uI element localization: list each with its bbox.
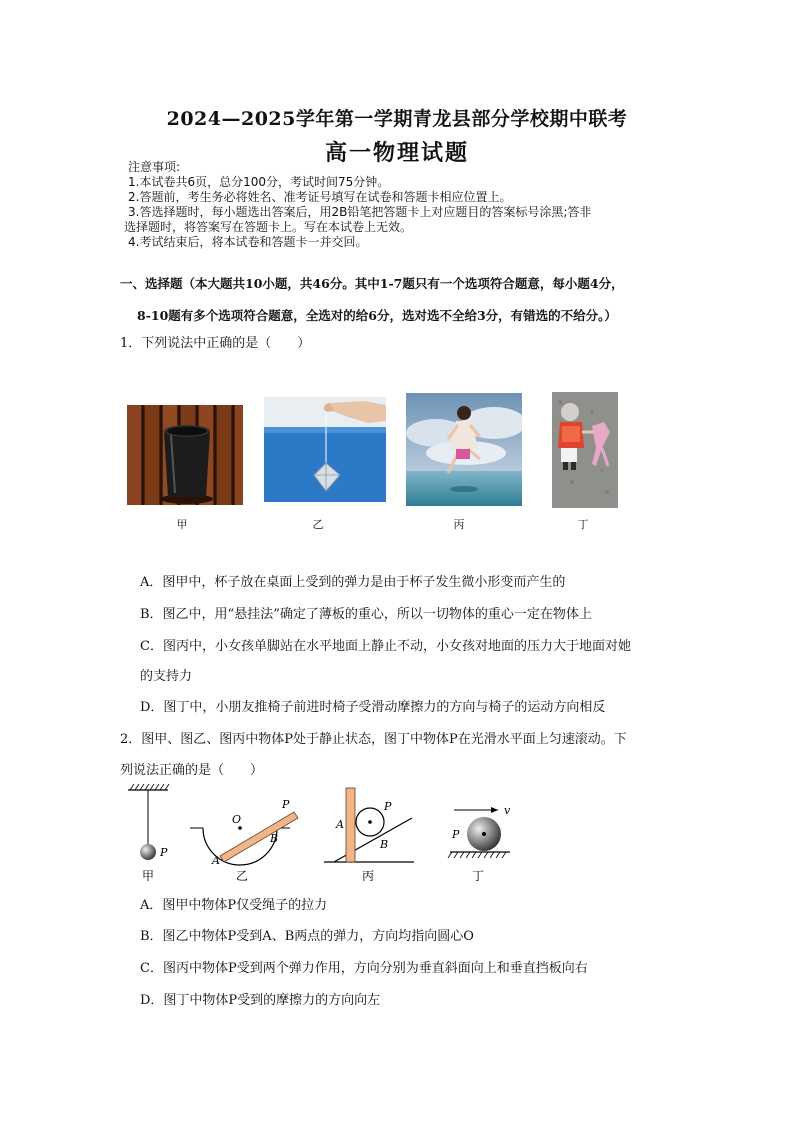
q2-option-d: D．图丁中物体P受到的摩擦力的方向向左 [140, 993, 381, 1008]
photo-cup-on-table [127, 405, 243, 505]
subject-title: 高一物理试题 [324, 140, 469, 166]
notes-item-2: 2.答题前，考生务必将姓名、准考证号填写在试卷和答题卡相应位置上。 [128, 190, 512, 204]
label-b-yi: B [270, 832, 279, 845]
notes-item-3: 3.答选择题时，每小题选出答案后，用2B铅笔把答题卡上对应题目的答案标号涂黑;答非 [128, 205, 592, 219]
caption-jia: 甲 [176, 518, 188, 531]
section-heading-line1: 一、选择题（本大题共10小题，共46分。其中1-7题只有一个选项符合题意，每小题4分， [120, 276, 624, 291]
fig-caption-ding: 丁 [472, 869, 485, 883]
q1-option-d: D．图丁中，小朋友推椅子前进时椅子受滑动摩擦力的方向与椅子的运动方向相反 [140, 700, 606, 715]
q2-stem-line2: 列说法正确的是（ ） [120, 763, 264, 778]
fig-caption-jia: 甲 [142, 869, 155, 883]
label-p-jia: P [160, 846, 168, 859]
exam-title: 2024—2025学年第一学期青龙县部分学校期中联考 [166, 108, 628, 130]
figure-bing-incline [324, 788, 414, 862]
figure-jia-hanging-ball [128, 784, 169, 860]
notes-block [124, 160, 684, 250]
figure-yi-bowl-rod [190, 798, 298, 867]
label-p-ding: P [452, 828, 460, 841]
label-o: O [232, 813, 242, 826]
q1-option-c-cont: 的支持力 [140, 669, 193, 684]
photo-suspended-plate [264, 397, 386, 502]
q1-option-b: B．图乙中，用“悬挂法”确定了薄板的重心，所以一切物体的重心一定在物体上 [140, 607, 592, 622]
photo-girl-one-foot [406, 393, 522, 506]
q2-option-a: A．图甲中物体P仅受绳子的拉力 [140, 898, 328, 913]
section-heading-line2: 8-10题有多个选项符合题意，全选对的给6分，选对选不全给3分，有错选的不给分。） [137, 308, 617, 323]
q2-figures [118, 782, 518, 884]
notes-item-4: 4.考试结束后，将本试卷和答题卡一并交回。 [128, 235, 368, 249]
label-a-bing: A [336, 818, 344, 831]
q2-stem-line1: 2．图甲、图乙、图丙中物体P处于静止状态，图丁中物体P在光滑水平面上匀速滚动。下 [120, 732, 627, 747]
label-b-bing: B [380, 838, 389, 851]
caption-bing: 丙 [453, 518, 465, 531]
q1-stem: 1．下列说法中正确的是（ ） [120, 336, 311, 351]
caption-yi: 乙 [312, 518, 324, 531]
notes-heading: 注意事项: [128, 160, 181, 174]
caption-ding: 丁 [577, 518, 589, 531]
label-a-yi: A [212, 854, 220, 867]
label-p-bing: P [384, 800, 392, 813]
q2-option-b: B．图乙中物体P受到A、B两点的弹力，方向均指向圆心O [140, 929, 474, 944]
fig-caption-yi: 乙 [236, 869, 249, 883]
q1-option-a: A．图甲中，杯子放在桌面上受到的弹力是由于杯子发生微小形变而产生的 [140, 575, 566, 590]
label-p-yi: P [282, 798, 290, 811]
photo-child-pushing-chair [552, 392, 618, 508]
fig-caption-bing: 丙 [362, 869, 375, 883]
notes-item-1: 1.本试卷共6页，总分100分，考试时间75分钟。 [128, 175, 390, 189]
notes-item-3-cont: 选择题时，将答案写在答题卡上。写在本试卷上无效。 [124, 220, 413, 234]
q1-option-c: C．图丙中，小女孩单脚站在水平地面上静止不动，小女孩对地面的压力大于地面对她 [140, 639, 631, 654]
q2-option-c: C．图丙中物体P受到两个弹力作用，方向分别为垂直斜面向上和垂直挡板向右 [140, 961, 588, 976]
figure-ding-rolling-ball [448, 804, 511, 858]
label-v: v [504, 804, 511, 817]
